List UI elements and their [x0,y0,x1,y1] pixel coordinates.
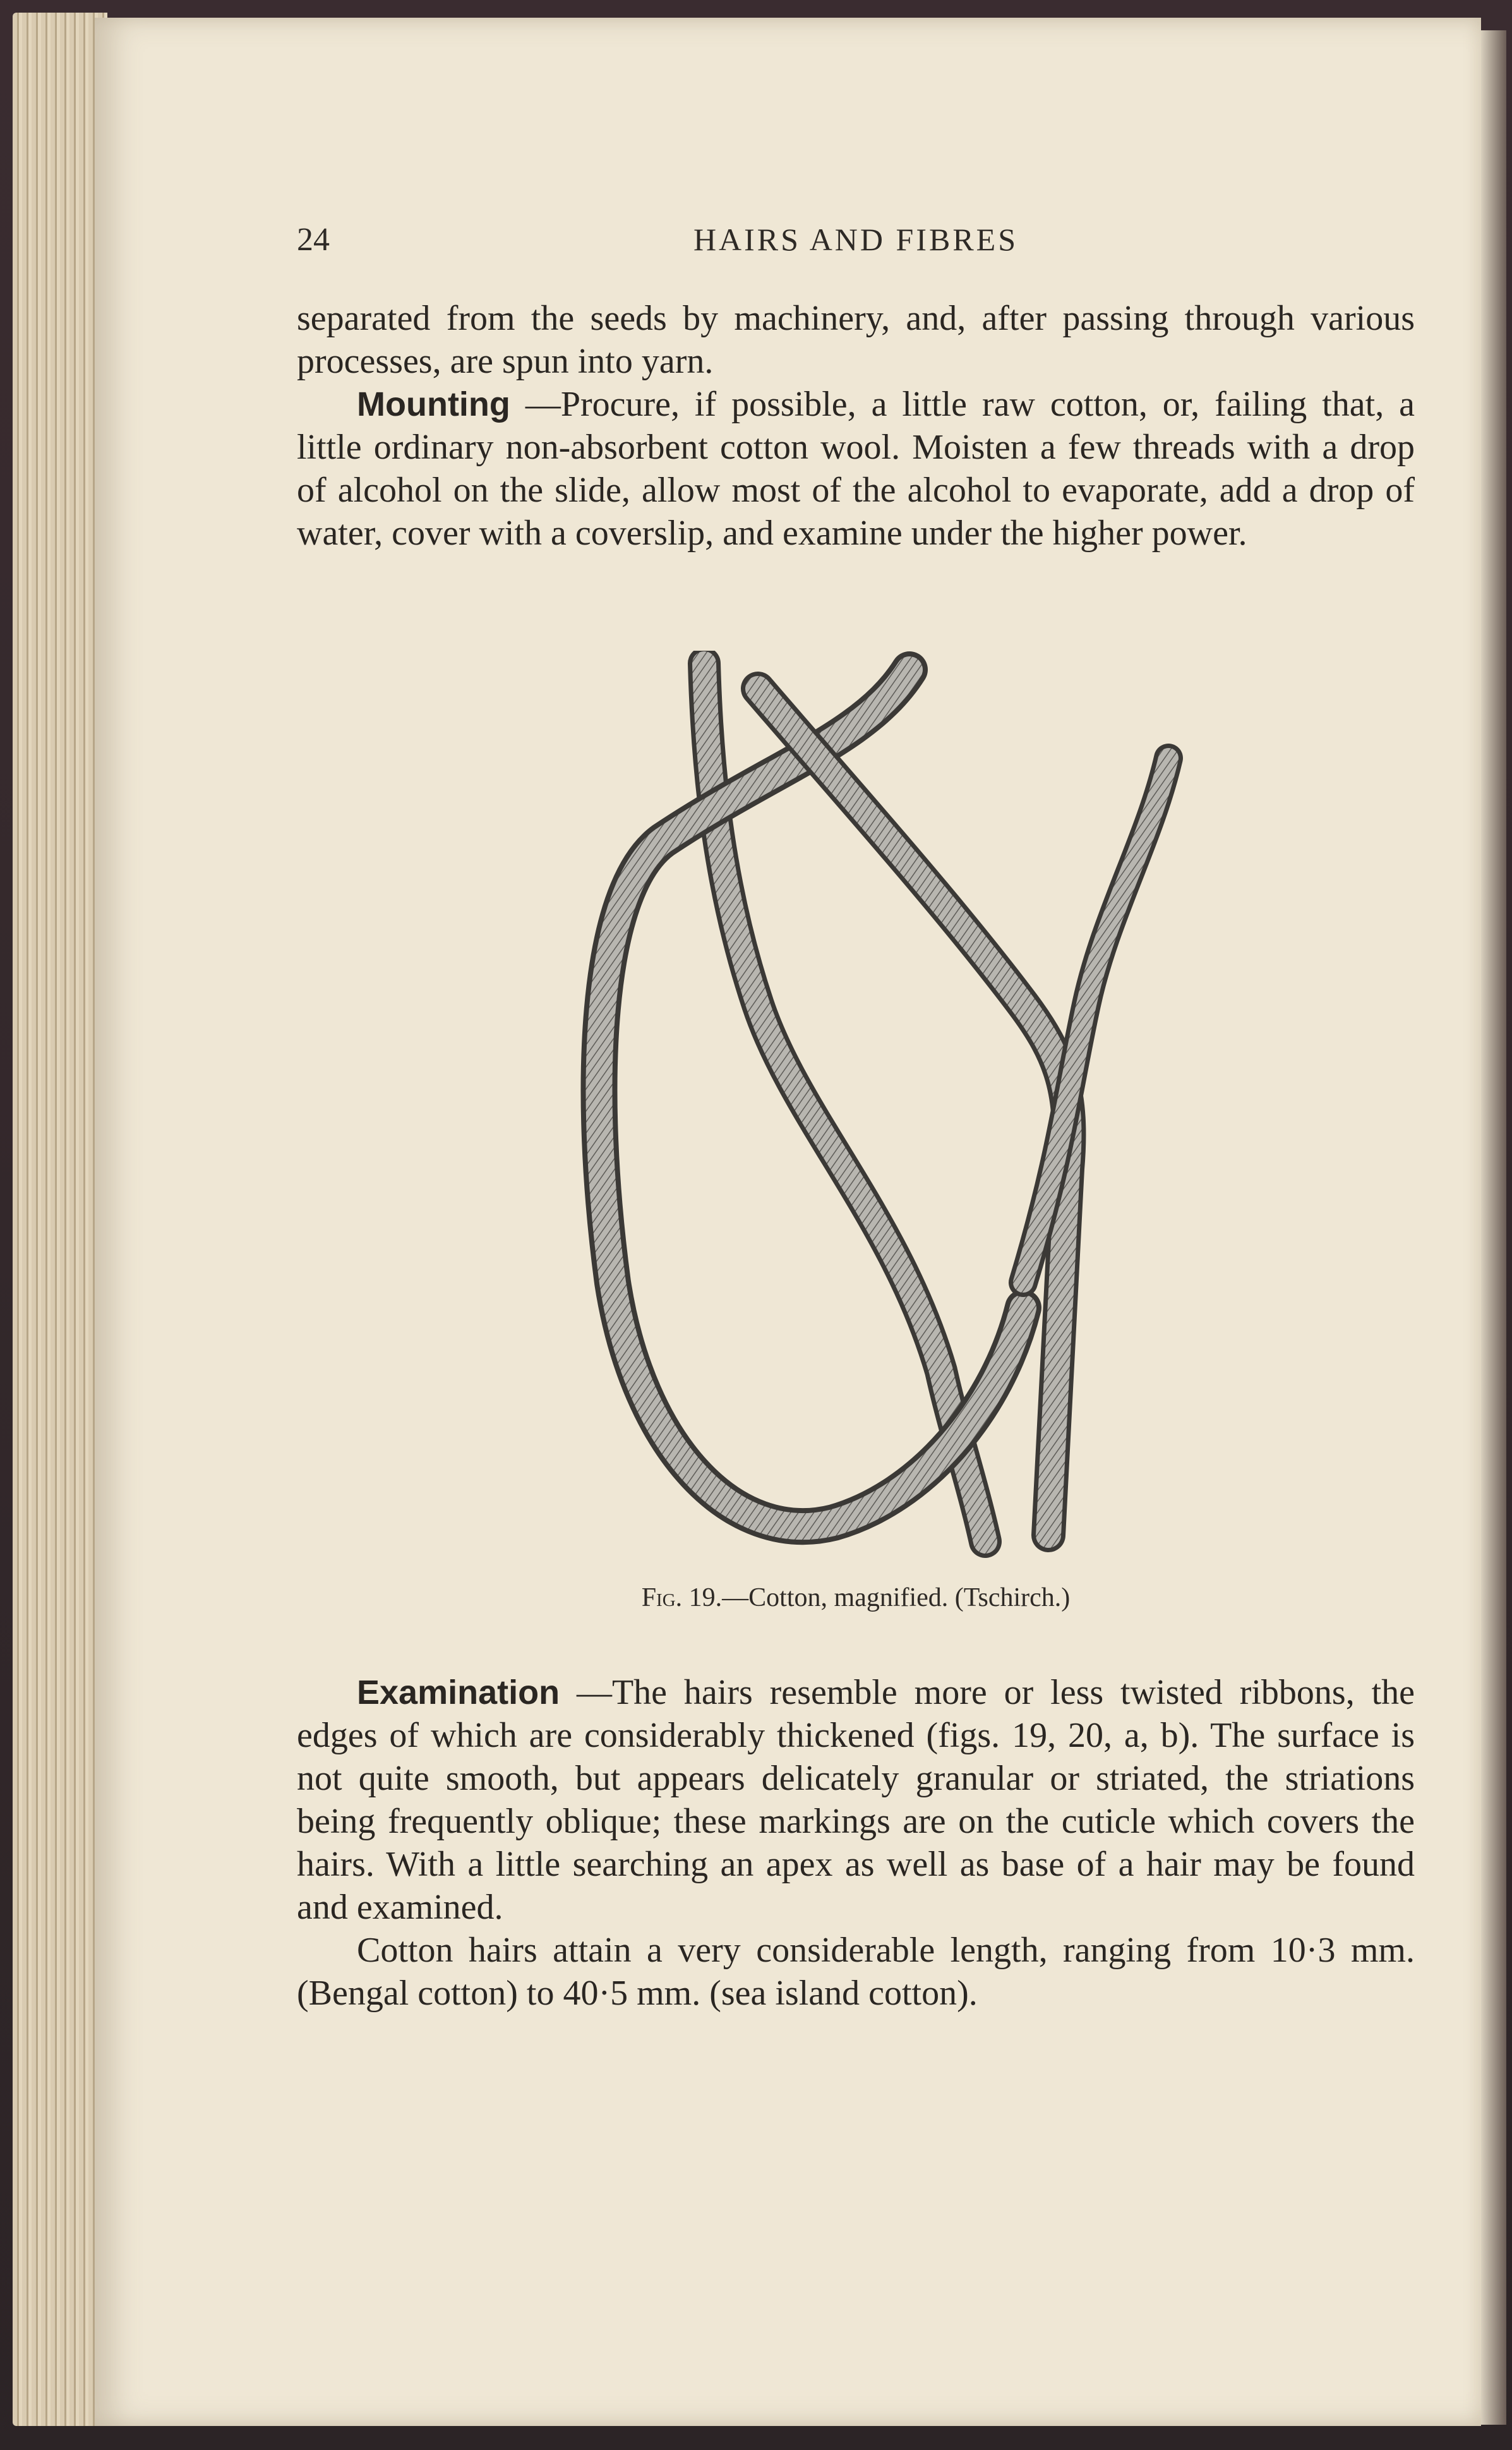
running-head [297,221,1415,272]
caption-label: Fig. 19. [641,1583,723,1612]
examination-heading: Examination [357,1674,560,1711]
paragraph-mounting [297,383,1415,555]
mounting-text: —Procure, if possible, a little raw cotton, or, failing that, a little ordinary non-absorbent cotton wool. Moisten a few threads with a drop of alcohol on the slide, allow most of the alcohol to evaporate, add a drop of water, cover with a coverslip, and examine under the higher power. [297,385,1415,553]
text-bottom [297,1671,1415,2015]
cotton-fibre-illustration [568,651,1232,1579]
paragraph-intro: separated from the seeds by machinery, and, after passing through various processes, are spun into yarn. [297,299,1415,381]
text-top [297,297,1415,555]
running-title: HAIRS AND FIBRES [693,222,1019,257]
examination-text: —The hairs resemble more or less twisted ribbons, the edges of which are considerably thickened (figs. 19, 20, a, b). The surface is not quite smooth, but appears delicately granular or striated, the striations being frequently oblique; these markings are on the cuticle which covers the hairs. With a little searching an apex as well as base of a hair may be found and examined. [297,1673,1415,1927]
paragraph-length: Cotton hairs attain a very considerable length, ranging from 10·3 mm. (Bengal cotton) to 40·5 mm. (sea island cotton). [297,1931,1415,2013]
figure-caption [297,1583,1415,1613]
mounting-heading: Mounting [357,385,510,423]
page-number: 24 [297,222,330,258]
page-edges [13,13,107,2426]
caption-text: —Cotton, magnified. (Tschirch.) [722,1583,1071,1612]
paragraph-examination [297,1671,1415,1929]
